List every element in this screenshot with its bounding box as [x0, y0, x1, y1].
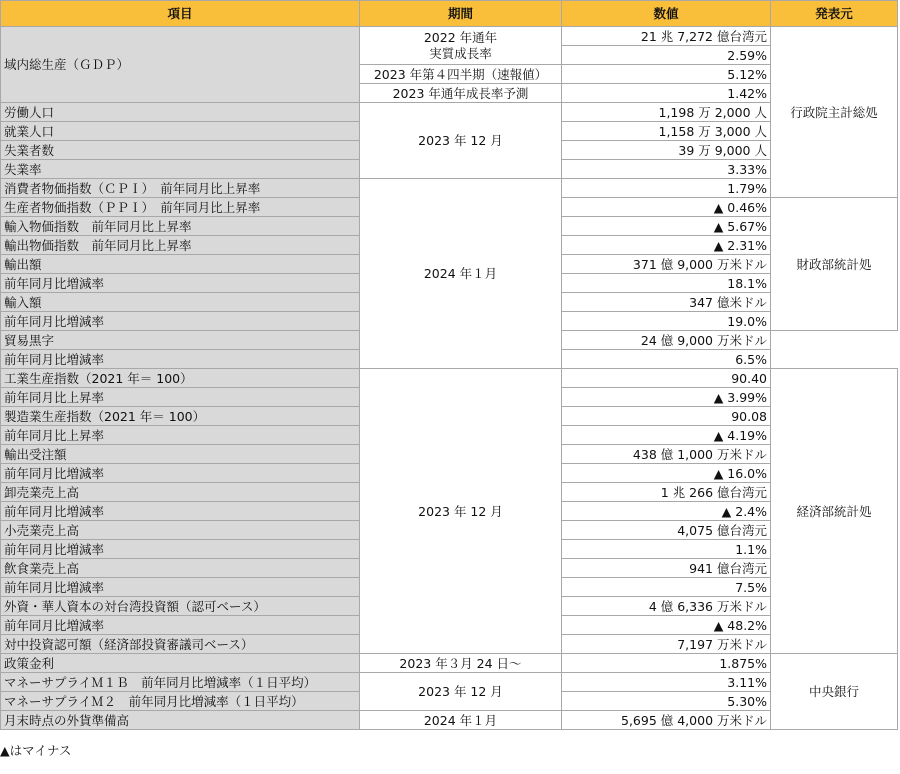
- value-cell: 21 兆 7,272 億台湾元: [562, 27, 771, 46]
- value-cell: 1 兆 266 億台湾元: [562, 483, 771, 502]
- value-cell: 39 万 9,000 人: [562, 141, 771, 160]
- period-cell: 2024 年１月: [360, 711, 562, 730]
- value-cell: ▲ 4.19%: [562, 426, 771, 445]
- value-cell: 5.12%: [562, 65, 771, 84]
- item-cell: 前年同月比増減率: [1, 274, 360, 293]
- item-cell: 政策金利: [1, 654, 360, 673]
- header-row: [1, 1, 898, 27]
- table-row: [1, 673, 898, 692]
- value-cell: 1.42%: [562, 84, 771, 103]
- item-cell: マネーサプライＭ１Ｂ 前年同月比増減率（１日平均）: [1, 673, 360, 692]
- value-cell: ▲ 2.4%: [562, 502, 771, 521]
- value-cell: ▲ 3.99%: [562, 388, 771, 407]
- item-cell: 域内総生産（ＧＤＰ）: [1, 27, 360, 103]
- item-cell: 前年同月比増減率: [1, 540, 360, 559]
- item-cell: 前年同月比上昇率: [1, 426, 360, 445]
- value-cell: 347 億米ドル: [562, 293, 771, 312]
- value-cell: ▲ 0.46%: [562, 198, 771, 217]
- item-cell: 製造業生産指数（2021 年＝ 100）: [1, 407, 360, 426]
- item-cell: 輸出受注額: [1, 445, 360, 464]
- period-cell: 2023 年 12 月: [360, 369, 562, 654]
- value-cell: 24 億 9,000 万米ドル: [562, 331, 771, 350]
- value-cell: 4,075 億台湾元: [562, 521, 771, 540]
- header-item: 項目: [1, 1, 360, 27]
- table-row: [1, 27, 898, 46]
- period-cell: 2024 年１月: [360, 179, 562, 369]
- item-cell: 労働人口: [1, 103, 360, 122]
- footnote: ▲はマイナス: [0, 743, 72, 758]
- item-cell: 生産者物価指数（ＰＰＩ） 前年同月比上昇率: [1, 198, 360, 217]
- period-cell: 2023 年通年成長率予測: [360, 84, 562, 103]
- table-row: [1, 369, 898, 388]
- item-cell: 輸入物価指数 前年同月比上昇率: [1, 217, 360, 236]
- value-cell: 438 億 1,000 万米ドル: [562, 445, 771, 464]
- value-cell: 1.875%: [562, 654, 771, 673]
- item-cell: 貿易黒字: [1, 331, 360, 350]
- period-cell: [360, 27, 562, 65]
- item-cell: 卸売業売上高: [1, 483, 360, 502]
- item-cell: 輸入額: [1, 293, 360, 312]
- item-cell: 輸出額: [1, 255, 360, 274]
- header-period: 期間: [360, 1, 562, 27]
- period-cell: 2023 年 12 月: [360, 103, 562, 179]
- item-cell: 工業生産指数（2021 年＝ 100）: [1, 369, 360, 388]
- item-cell: マネーサプライＭ２ 前年同月比増減率（１日平均）: [1, 692, 360, 711]
- value-cell: ▲ 5.67%: [562, 217, 771, 236]
- item-cell: 失業者数: [1, 141, 360, 160]
- publisher-cell: 財政部統計処: [771, 198, 898, 331]
- item-cell: 対中投資認可額（経済部投資審議司ベース）: [1, 635, 360, 654]
- value-cell: 1.79%: [562, 179, 771, 198]
- value-cell: 90.40: [562, 369, 771, 388]
- value-cell: 3.33%: [562, 160, 771, 179]
- item-cell: 輸出物価指数 前年同月比上昇率: [1, 236, 360, 255]
- item-cell: 月末時点の外貨準備高: [1, 711, 360, 730]
- table-row: [1, 711, 898, 730]
- value-cell: 6.5%: [562, 350, 771, 369]
- header-publisher: 発表元: [771, 1, 898, 27]
- value-cell: ▲ 16.0%: [562, 464, 771, 483]
- value-cell: 1,158 万 3,000 人: [562, 122, 771, 141]
- item-cell: 前年同月比増減率: [1, 502, 360, 521]
- table-row: [1, 103, 898, 122]
- value-cell: 5,695 億 4,000 万米ドル: [562, 711, 771, 730]
- header-value: 数値: [562, 1, 771, 27]
- publisher-cell: 中央銀行: [771, 654, 898, 730]
- period-cell: 2023 年３月 24 日〜: [360, 654, 562, 673]
- item-cell: 前年同月比増減率: [1, 312, 360, 331]
- period-cell: 2023 年 12 月: [360, 673, 562, 711]
- item-cell: 消費者物価指数（ＣＰＩ） 前年同月比上昇率: [1, 179, 360, 198]
- value-cell: 4 億 6,336 万米ドル: [562, 597, 771, 616]
- item-cell: 前年同月比増減率: [1, 464, 360, 483]
- value-cell: ▲ 2.31%: [562, 236, 771, 255]
- value-cell: 2.59%: [562, 46, 771, 65]
- period-cell: 2023 年第４四半期（速報値）: [360, 65, 562, 84]
- table-row: [1, 654, 898, 673]
- item-cell: 就業人口: [1, 122, 360, 141]
- item-cell: 前年同月比上昇率: [1, 388, 360, 407]
- value-cell: 3.11%: [562, 673, 771, 692]
- value-cell: 90.08: [562, 407, 771, 426]
- value-cell: 7.5%: [562, 578, 771, 597]
- item-cell: 前年同月比増減率: [1, 350, 360, 369]
- publisher-cell: 行政院主計総処: [771, 27, 898, 198]
- value-cell: ▲ 48.2%: [562, 616, 771, 635]
- item-cell: 前年同月比増減率: [1, 578, 360, 597]
- value-cell: 7,197 万米ドル: [562, 635, 771, 654]
- publisher-cell: 経済部統計処: [771, 369, 898, 654]
- value-cell: 1,198 万 2,000 人: [562, 103, 771, 122]
- value-cell: 5.30%: [562, 692, 771, 711]
- item-cell: 失業率: [1, 160, 360, 179]
- table-row: [1, 179, 898, 198]
- period-text: 2022 年通年 実質成長率: [423, 29, 498, 61]
- value-cell: 18.1%: [562, 274, 771, 293]
- item-cell: 小売業売上高: [1, 521, 360, 540]
- value-cell: 1.1%: [562, 540, 771, 559]
- item-cell: 前年同月比増減率: [1, 616, 360, 635]
- item-cell: 飲食業売上高: [1, 559, 360, 578]
- value-cell: 19.0%: [562, 312, 771, 331]
- value-cell: 941 億台湾元: [562, 559, 771, 578]
- value-cell: 371 億 9,000 万米ドル: [562, 255, 771, 274]
- item-cell: 外資・華人資本の対台湾投資額（認可ベース）: [1, 597, 360, 616]
